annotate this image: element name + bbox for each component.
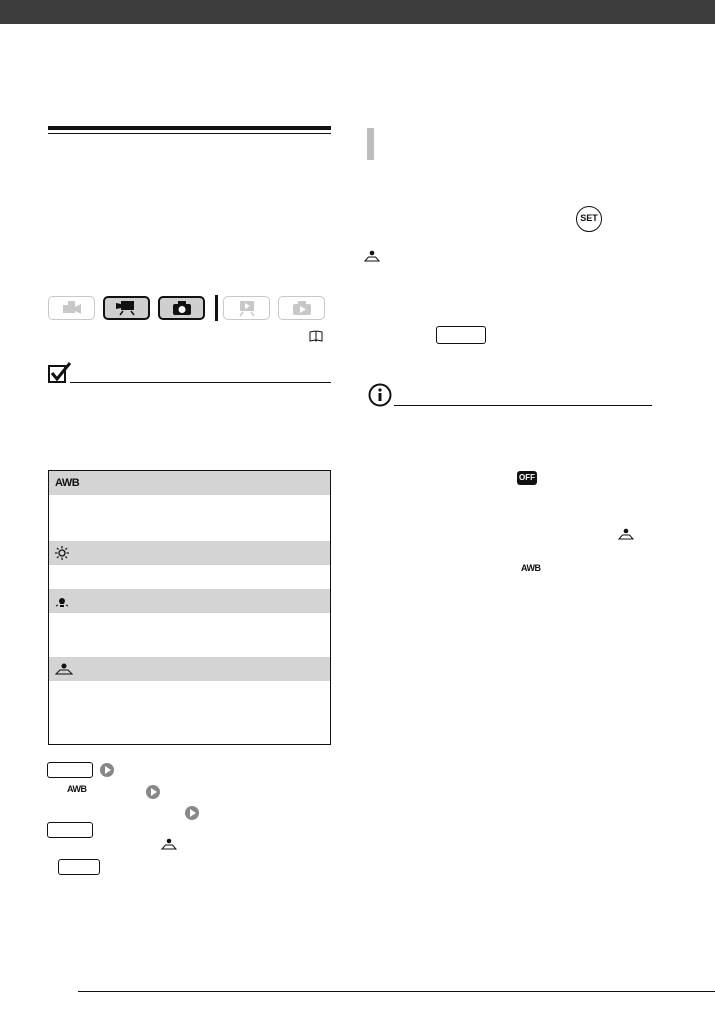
custom-white-balance-icon: [364, 250, 380, 262]
book-icon: [309, 330, 323, 342]
custom-white-balance-icon: [55, 663, 73, 675]
movie-playback-icon: [234, 299, 260, 317]
off-badge: OFF: [517, 471, 537, 485]
awb-inline-label: AWB: [67, 784, 87, 794]
top-bar: [0, 0, 715, 24]
light-bulb-icon: [55, 594, 69, 608]
custom-white-balance-icon: [161, 838, 177, 850]
wb-row-tungsten: [49, 589, 331, 613]
wb-row-auto-desc: [49, 495, 331, 541]
mode-movie-playback[interactable]: [223, 296, 270, 320]
wb-row-custom-desc: [49, 681, 331, 745]
info-rule: [394, 405, 652, 406]
title-rule: [48, 126, 331, 130]
photo-playback-icon: [291, 300, 313, 316]
func-key[interactable]: [47, 762, 93, 778]
note-rule: [70, 382, 331, 383]
mode-still[interactable]: [158, 296, 205, 320]
section-marker: [367, 128, 374, 160]
wb-row-tungsten-desc: [49, 613, 331, 657]
still-camera-icon: [171, 300, 193, 316]
title-rule-thin: [48, 133, 331, 134]
wb-row-daylight: [49, 541, 331, 565]
set-button-icon[interactable]: SET: [576, 206, 602, 232]
info-icon: [368, 383, 392, 407]
mode-movie[interactable]: [103, 296, 150, 320]
custom-white-balance-icon: [618, 528, 634, 540]
camcorder-auto-icon: [59, 300, 85, 316]
mode-separator: [215, 295, 218, 321]
footer-rule: [78, 991, 715, 992]
arrow-icon: [185, 806, 199, 820]
white-balance-table: [48, 470, 331, 745]
sun-icon: [55, 546, 69, 560]
awb-label: AWB: [55, 476, 80, 489]
wb-row-daylight-desc: [49, 565, 331, 589]
func-key[interactable]: [58, 859, 100, 875]
mode-camcorder-auto[interactable]: [48, 296, 95, 320]
wb-row-custom: [49, 657, 331, 681]
movie-camera-icon: [114, 299, 140, 317]
mode-photo-playback[interactable]: [278, 296, 325, 320]
awb-inline-label: AWB: [521, 563, 541, 573]
arrow-icon: [146, 785, 160, 799]
func-key[interactable]: [47, 822, 93, 838]
arrow-icon: [100, 763, 114, 777]
wb-row-auto: [49, 471, 331, 496]
func-key[interactable]: [436, 326, 486, 344]
